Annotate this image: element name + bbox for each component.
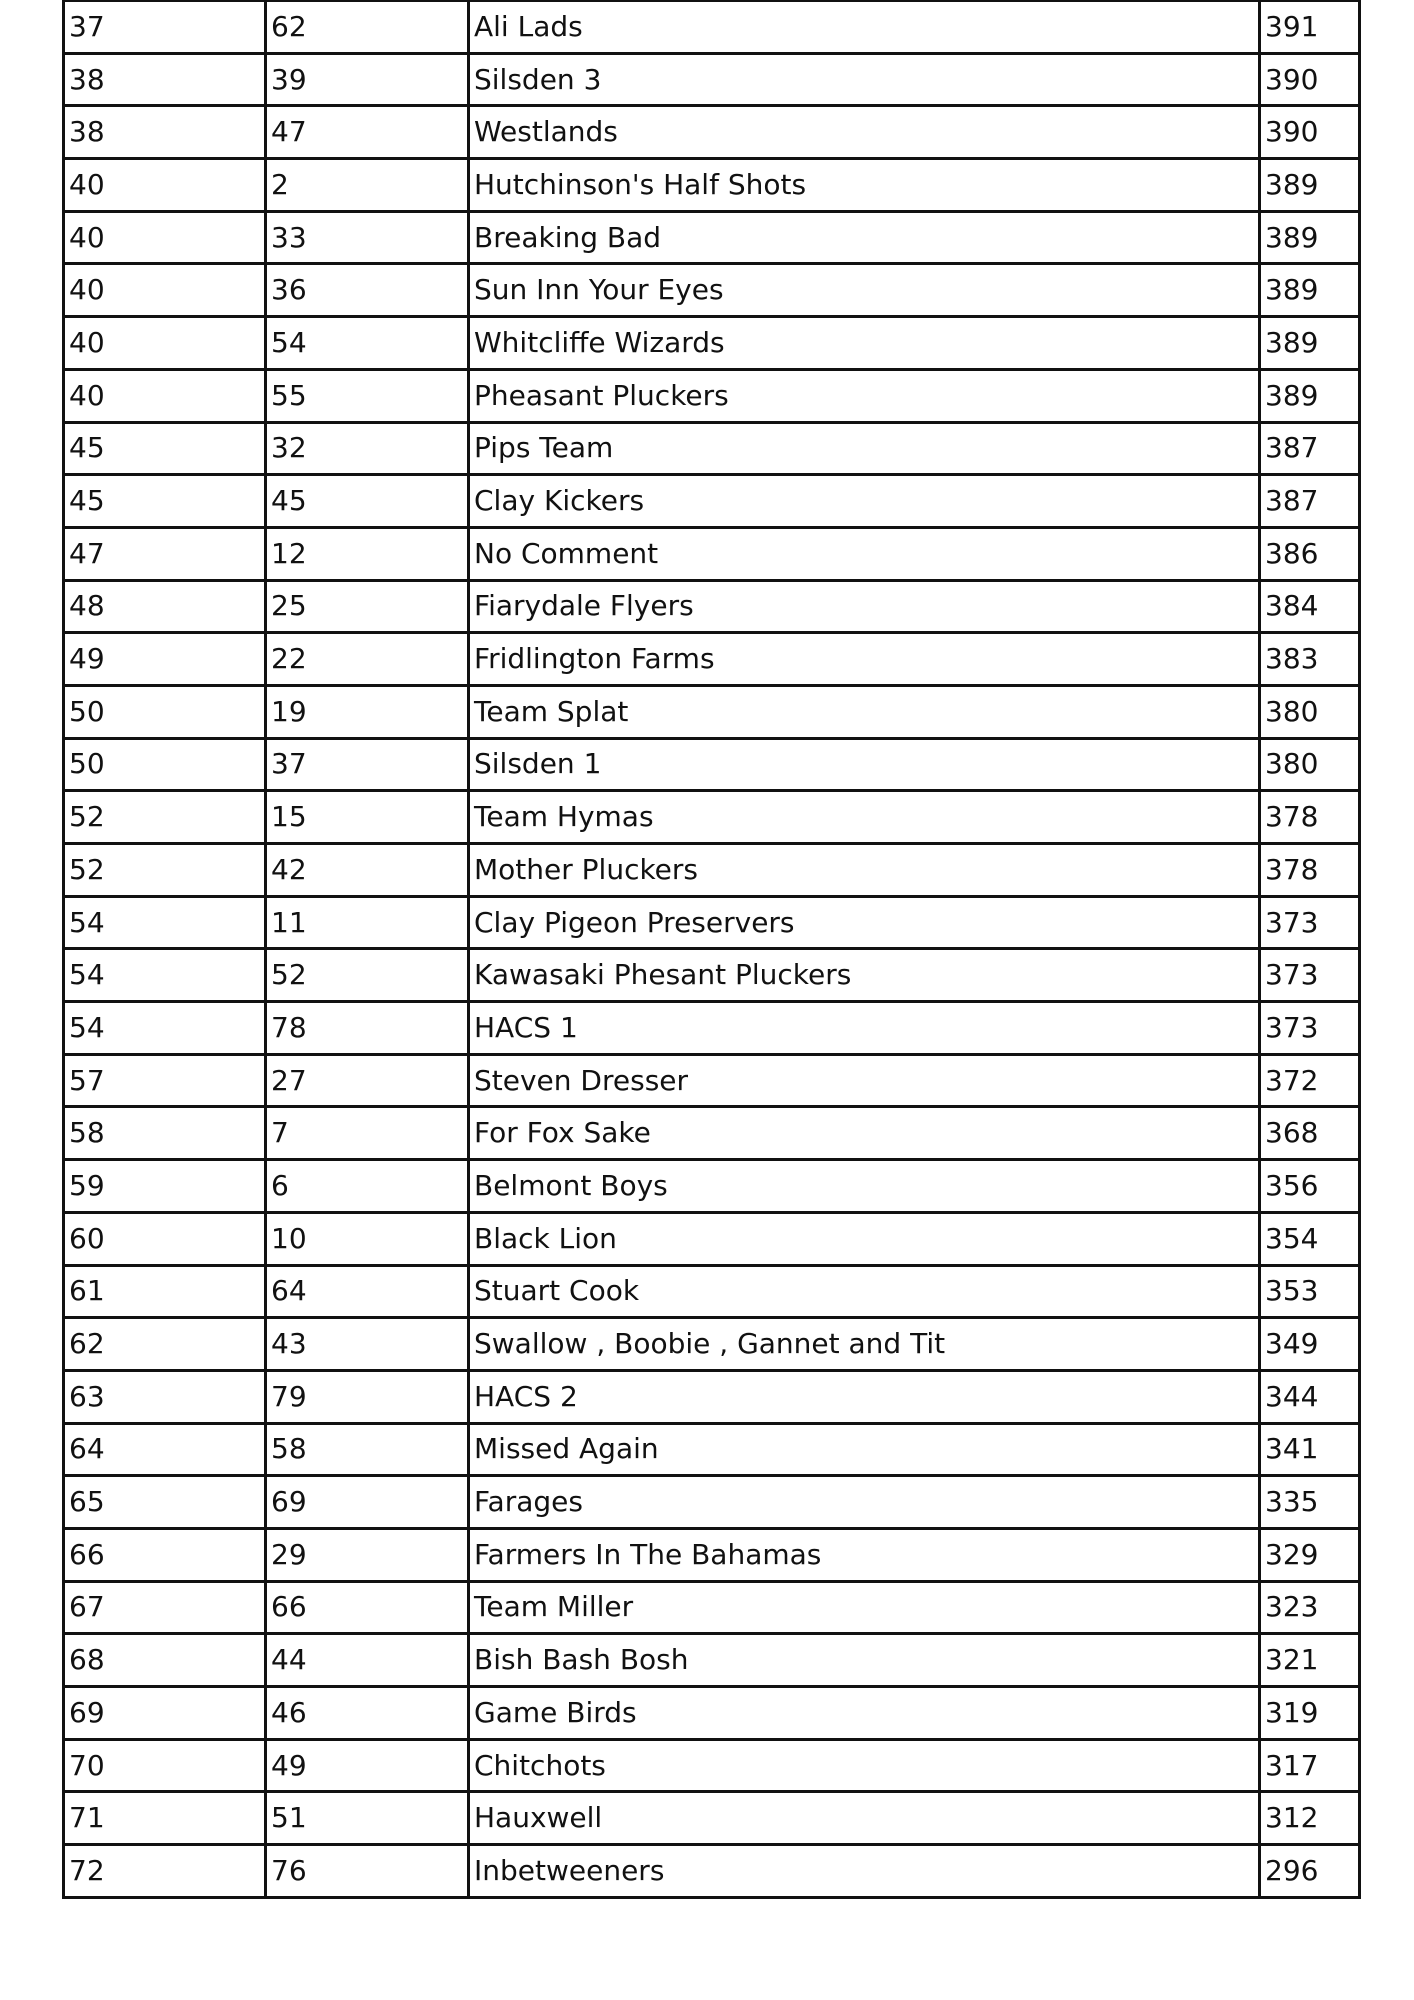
- team-name-cell: Sun Inn Your Eyes: [469, 264, 1260, 317]
- team-number-cell: 54: [266, 317, 469, 370]
- team-number-cell: 10: [266, 1212, 469, 1265]
- team-name-cell: Silsden 1: [469, 738, 1260, 791]
- team-name-cell: Farages: [469, 1476, 1260, 1529]
- table-row: [64, 1, 1360, 53]
- position-cell: 62: [64, 1318, 266, 1371]
- position-cell: 65: [64, 1476, 266, 1529]
- table-row: [64, 211, 1360, 264]
- score-cell: 373: [1260, 949, 1360, 1002]
- position-cell: 40: [64, 264, 266, 317]
- position-cell: 72: [64, 1845, 266, 1898]
- score-cell: 378: [1260, 791, 1360, 844]
- table-row: [64, 896, 1360, 949]
- table-row: [64, 369, 1360, 422]
- score-cell: 344: [1260, 1370, 1360, 1423]
- score-cell: 389: [1260, 159, 1360, 212]
- score-cell: 384: [1260, 580, 1360, 633]
- team-number-cell: 44: [266, 1634, 469, 1687]
- score-cell: 296: [1260, 1845, 1360, 1898]
- team-number-cell: 19: [266, 685, 469, 738]
- table-row: [64, 1265, 1360, 1318]
- score-cell: 317: [1260, 1739, 1360, 1792]
- table-row: [64, 1318, 1360, 1371]
- score-cell: 312: [1260, 1792, 1360, 1845]
- table-row: [64, 422, 1360, 475]
- position-cell: 48: [64, 580, 266, 633]
- team-number-cell: 79: [266, 1370, 469, 1423]
- team-name-cell: Westlands: [469, 106, 1260, 159]
- position-cell: 38: [64, 53, 266, 106]
- table-row: [64, 1739, 1360, 1792]
- team-number-cell: 78: [266, 1002, 469, 1055]
- team-name-cell: Team Splat: [469, 685, 1260, 738]
- team-number-cell: 7: [266, 1107, 469, 1160]
- position-cell: 52: [64, 844, 266, 897]
- team-name-cell: Kawasaki Phesant Pluckers: [469, 949, 1260, 1002]
- table-row: [64, 738, 1360, 791]
- team-number-cell: 12: [266, 527, 469, 580]
- position-cell: 69: [64, 1687, 266, 1740]
- position-cell: 66: [64, 1528, 266, 1581]
- team-number-cell: 39: [266, 53, 469, 106]
- table-row: [64, 317, 1360, 370]
- score-cell: 380: [1260, 685, 1360, 738]
- team-number-cell: 64: [266, 1265, 469, 1318]
- team-number-cell: 11: [266, 896, 469, 949]
- position-cell: 52: [64, 791, 266, 844]
- team-number-cell: 76: [266, 1845, 469, 1898]
- team-number-cell: 29: [266, 1528, 469, 1581]
- team-name-cell: No Comment: [469, 527, 1260, 580]
- team-name-cell: Pips Team: [469, 422, 1260, 475]
- score-cell: 386: [1260, 527, 1360, 580]
- table-row: [64, 1002, 1360, 1055]
- team-number-cell: 36: [266, 264, 469, 317]
- position-cell: 70: [64, 1739, 266, 1792]
- position-cell: 40: [64, 317, 266, 370]
- score-cell: 391: [1260, 1, 1360, 53]
- team-name-cell: Farmers In The Bahamas: [469, 1528, 1260, 1581]
- results-table: [62, 0, 1361, 1899]
- position-cell: 54: [64, 1002, 266, 1055]
- table-row: [64, 159, 1360, 212]
- team-name-cell: Mother Pluckers: [469, 844, 1260, 897]
- position-cell: 40: [64, 211, 266, 264]
- score-cell: 389: [1260, 264, 1360, 317]
- position-cell: 50: [64, 738, 266, 791]
- team-name-cell: Whitcliffe Wizards: [469, 317, 1260, 370]
- team-name-cell: Team Hymas: [469, 791, 1260, 844]
- score-cell: 373: [1260, 1002, 1360, 1055]
- position-cell: 47: [64, 527, 266, 580]
- team-name-cell: Ali Lads: [469, 1, 1260, 53]
- team-name-cell: Black Lion: [469, 1212, 1260, 1265]
- score-cell: 329: [1260, 1528, 1360, 1581]
- position-cell: 37: [64, 1, 266, 53]
- score-cell: 321: [1260, 1634, 1360, 1687]
- team-number-cell: 15: [266, 791, 469, 844]
- team-name-cell: Bish Bash Bosh: [469, 1634, 1260, 1687]
- team-name-cell: Team Miller: [469, 1581, 1260, 1634]
- table-row: [64, 791, 1360, 844]
- position-cell: 57: [64, 1054, 266, 1107]
- position-cell: 60: [64, 1212, 266, 1265]
- team-name-cell: HACS 2: [469, 1370, 1260, 1423]
- table-row: [64, 1845, 1360, 1898]
- team-name-cell: Swallow , Boobie , Gannet and Tit: [469, 1318, 1260, 1371]
- score-cell: 323: [1260, 1581, 1360, 1634]
- team-name-cell: Game Birds: [469, 1687, 1260, 1740]
- table-row: [64, 1212, 1360, 1265]
- team-number-cell: 25: [266, 580, 469, 633]
- score-cell: 387: [1260, 475, 1360, 528]
- team-number-cell: 58: [266, 1423, 469, 1476]
- team-name-cell: HACS 1: [469, 1002, 1260, 1055]
- table-row: [64, 633, 1360, 686]
- position-cell: 61: [64, 1265, 266, 1318]
- team-name-cell: Fridlington Farms: [469, 633, 1260, 686]
- position-cell: 50: [64, 685, 266, 738]
- score-cell: 389: [1260, 369, 1360, 422]
- team-number-cell: 2: [266, 159, 469, 212]
- position-cell: 49: [64, 633, 266, 686]
- team-name-cell: Belmont Boys: [469, 1160, 1260, 1213]
- team-number-cell: 45: [266, 475, 469, 528]
- score-cell: 390: [1260, 106, 1360, 159]
- team-number-cell: 46: [266, 1687, 469, 1740]
- team-number-cell: 66: [266, 1581, 469, 1634]
- team-name-cell: Clay Kickers: [469, 475, 1260, 528]
- table-row: [64, 1687, 1360, 1740]
- position-cell: 45: [64, 475, 266, 528]
- team-name-cell: Hutchinson's Half Shots: [469, 159, 1260, 212]
- position-cell: 54: [64, 896, 266, 949]
- score-cell: 349: [1260, 1318, 1360, 1371]
- position-cell: 63: [64, 1370, 266, 1423]
- score-cell: 373: [1260, 896, 1360, 949]
- team-number-cell: 55: [266, 369, 469, 422]
- team-number-cell: 43: [266, 1318, 469, 1371]
- position-cell: 40: [64, 159, 266, 212]
- position-cell: 40: [64, 369, 266, 422]
- score-cell: 389: [1260, 317, 1360, 370]
- table-row: [64, 106, 1360, 159]
- team-name-cell: Stuart Cook: [469, 1265, 1260, 1318]
- team-name-cell: Breaking Bad: [469, 211, 1260, 264]
- team-number-cell: 42: [266, 844, 469, 897]
- table-row: [64, 1054, 1360, 1107]
- table-row: [64, 580, 1360, 633]
- table-row: [64, 1370, 1360, 1423]
- table-row: [64, 53, 1360, 106]
- team-number-cell: 62: [266, 1, 469, 53]
- team-number-cell: 33: [266, 211, 469, 264]
- table-row: [64, 1528, 1360, 1581]
- table-row: [64, 949, 1360, 1002]
- score-cell: 353: [1260, 1265, 1360, 1318]
- team-name-cell: Chitchots: [469, 1739, 1260, 1792]
- score-cell: 354: [1260, 1212, 1360, 1265]
- team-number-cell: 27: [266, 1054, 469, 1107]
- team-name-cell: Fiarydale Flyers: [469, 580, 1260, 633]
- team-number-cell: 49: [266, 1739, 469, 1792]
- team-name-cell: Silsden 3: [469, 53, 1260, 106]
- table-row: [64, 527, 1360, 580]
- score-cell: 390: [1260, 53, 1360, 106]
- team-number-cell: 32: [266, 422, 469, 475]
- position-cell: 45: [64, 422, 266, 475]
- team-name-cell: For Fox Sake: [469, 1107, 1260, 1160]
- table-row: [64, 844, 1360, 897]
- results-table-body: [64, 1, 1360, 1897]
- score-cell: 380: [1260, 738, 1360, 791]
- team-name-cell: Missed Again: [469, 1423, 1260, 1476]
- score-cell: 356: [1260, 1160, 1360, 1213]
- team-name-cell: Steven Dresser: [469, 1054, 1260, 1107]
- score-cell: 335: [1260, 1476, 1360, 1529]
- table-row: [64, 1423, 1360, 1476]
- team-number-cell: 22: [266, 633, 469, 686]
- table-row: [64, 685, 1360, 738]
- position-cell: 68: [64, 1634, 266, 1687]
- score-cell: 368: [1260, 1107, 1360, 1160]
- team-name-cell: Inbetweeners: [469, 1845, 1260, 1898]
- position-cell: 71: [64, 1792, 266, 1845]
- position-cell: 38: [64, 106, 266, 159]
- team-number-cell: 37: [266, 738, 469, 791]
- table-row: [64, 1160, 1360, 1213]
- team-number-cell: 69: [266, 1476, 469, 1529]
- score-cell: 378: [1260, 844, 1360, 897]
- table-row: [64, 1107, 1360, 1160]
- position-cell: 54: [64, 949, 266, 1002]
- table-row: [64, 1792, 1360, 1845]
- position-cell: 67: [64, 1581, 266, 1634]
- table-row: [64, 475, 1360, 528]
- table-row: [64, 1634, 1360, 1687]
- position-cell: 58: [64, 1107, 266, 1160]
- team-number-cell: 6: [266, 1160, 469, 1213]
- table-row: [64, 1581, 1360, 1634]
- score-cell: 319: [1260, 1687, 1360, 1740]
- score-cell: 389: [1260, 211, 1360, 264]
- position-cell: 59: [64, 1160, 266, 1213]
- table-row: [64, 264, 1360, 317]
- team-number-cell: 47: [266, 106, 469, 159]
- score-cell: 372: [1260, 1054, 1360, 1107]
- score-cell: 341: [1260, 1423, 1360, 1476]
- score-cell: 387: [1260, 422, 1360, 475]
- position-cell: 64: [64, 1423, 266, 1476]
- team-number-cell: 51: [266, 1792, 469, 1845]
- team-name-cell: Clay Pigeon Preservers: [469, 896, 1260, 949]
- table-row: [64, 1476, 1360, 1529]
- team-number-cell: 52: [266, 949, 469, 1002]
- score-cell: 383: [1260, 633, 1360, 686]
- team-name-cell: Hauxwell: [469, 1792, 1260, 1845]
- team-name-cell: Pheasant Pluckers: [469, 369, 1260, 422]
